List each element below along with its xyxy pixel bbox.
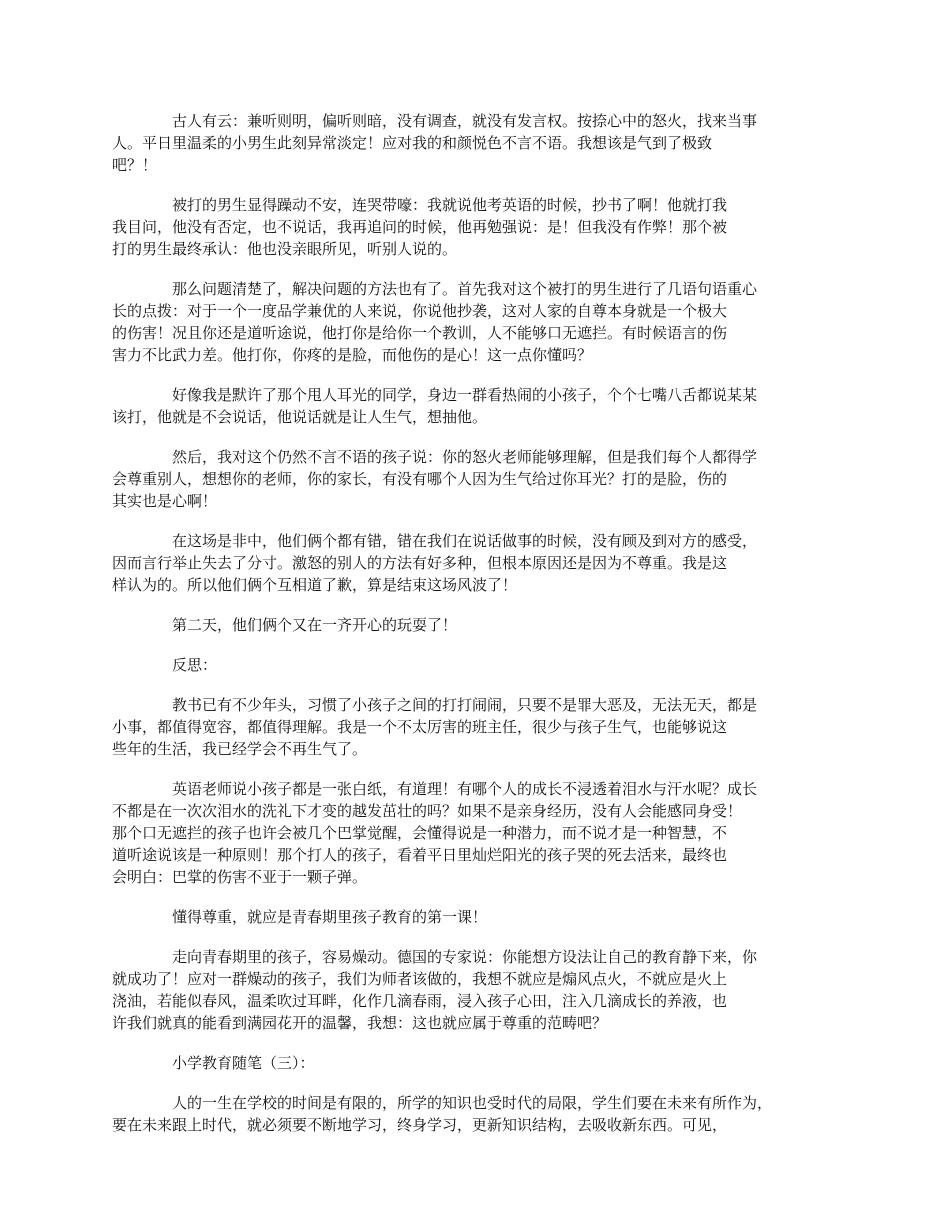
- paragraph: [112, 694, 814, 760]
- text-line: 许我们就真的能看到满园花开的温馨，我想：这也就应属于尊重的范畴吧？: [112, 1014, 608, 1032]
- text-line: 小事，都值得宽容，都值得理解。我是一个不太厉害的班主任，很少与孩子生气，也能够说这: [112, 718, 728, 736]
- text-line: 人。平日里温柔的小男生此刻异常淡定！应对我的和颜悦色不言不语。我想该是气到了极致: [112, 134, 713, 152]
- paragraph: [142, 1052, 814, 1074]
- text-line: 道听途说该是一种原则！那个打人的孩子，看着平日里灿烂阳光的孩子哭的死去活来，最终也: [112, 846, 728, 864]
- text-line: 教书已有不少年头，习惯了小孩子之间的打打闹闹，只要不是罪大恶及，无法无天，都是: [172, 696, 758, 714]
- text-line: 被打的男生显得躁动不安，连哭带嚎：我就说他考英语的时候，抄书了啊！他就打我: [172, 196, 728, 214]
- text-line: 吧？！: [112, 156, 158, 174]
- text-line: 人的一生在学校的时间是有限的，所学的知识也受时代的局限，学生们要在未来有所作为，: [172, 1094, 773, 1112]
- paragraph: [112, 194, 814, 260]
- paragraph: [112, 110, 814, 176]
- paragraph: [142, 906, 814, 928]
- paragraph: [112, 778, 814, 888]
- text-line: 古人有云：兼听则明，偏听则暗，没有调查，就没有发言权。按捺心中的怒火，找来当事: [172, 112, 758, 130]
- text-line: 反思：: [172, 656, 218, 674]
- text-line: 会明白：巴掌的伤害不亚于一颗子弹。: [112, 868, 368, 886]
- text-line: 其实也是心啊！: [112, 492, 218, 510]
- paragraph: [112, 530, 814, 596]
- paragraph: [112, 446, 814, 512]
- text-line: 懂得尊重，就应是青春期里孩子教育的第一课！: [172, 908, 488, 926]
- text-line: 样认为的。所以他们俩个互相道了歉，算是结束这场风波了！: [112, 576, 518, 594]
- text-line: 那个口无遮拦的孩子也许会被几个巴掌觉醒，会懂得说是一种潜力，而不说才是一种智慧，不: [112, 824, 728, 842]
- text-line: 好像我是默许了那个甩人耳光的同学，身边一群看热闹的小孩子，个个七嘴八舌都说某某: [172, 386, 758, 404]
- text-line: 害力不比武力差。他打你，你疼的是脸，而他伤的是心！这一点你懂吗？: [112, 346, 593, 364]
- text-line: 的伤害！况且你还是道听途说，他打你是给你一个教训，人不能够口无遮拦。有时候语言的伤: [112, 324, 728, 342]
- text-line: 要在未来跟上时代，就必须要不断地学习，终身学习，更新知识结构，去吸收新东西。可见，: [112, 1116, 728, 1134]
- text-line: 打的男生最终承认：他也没亲眼所见，听别人说的。: [112, 240, 458, 258]
- paragraph: [112, 946, 814, 1034]
- text-line: 些年的生活，我已经学会不再生气了。: [112, 740, 368, 758]
- text-line: 长的点拨：对于一个一度品学兼优的人来说，你说他抄袭，这对人家的自尊本身就是一个极大: [112, 302, 728, 320]
- text-line: 第二天，他们俩个又在一齐开心的玩耍了！: [172, 616, 458, 634]
- text-line: 会尊重别人，想想你的老师，你的家长，有没有哪个人因为生气给过你耳光？打的是脸，伤的: [112, 470, 728, 488]
- text-line: 该打，他就是不会说话，他说话就是让人生气，想抽他。: [112, 408, 488, 426]
- text-line: 那么问题清楚了，解决问题的方法也有了。首先我对这个被打的男生进行了几语句语重心: [172, 280, 758, 298]
- text-line: 在这场是非中，他们俩个都有错，错在我们在说话做事的时候，没有顾及到对方的感受，: [172, 532, 758, 550]
- paragraph: [112, 278, 814, 366]
- text-line: 就成功了！应对一群燥动的孩子，我们为师者该做的，我想不就应是煽风点火，不就应是火上: [112, 970, 728, 988]
- paragraph: [112, 1092, 814, 1136]
- text-line: 因而言行举止失去了分寸。激怒的别人的方法有好多种，但根本原因还是因为不尊重。我是这: [112, 554, 728, 572]
- text-line: 浇油，若能似春风，温柔吹过耳畔，化作几滴春雨，浸入孩子心田，注入几滴成长的养液，也: [112, 992, 728, 1010]
- paragraph: [112, 384, 814, 428]
- document-body: [112, 110, 814, 1154]
- paragraph: [142, 614, 814, 636]
- text-line: 英语老师说小孩子都是一张白纸，有道理！有哪个人的成长不浸透着泪水与汗水呢？成长: [172, 780, 758, 798]
- text-line: 然后，我对这个仍然不言不语的孩子说：你的怒火老师能够理解，但是我们每个人都得学: [172, 448, 758, 466]
- text-line: 我目问，他没有否定，也不说话，我再追问的时候，他再勉强说：是！但我没有作弊！那个被: [112, 218, 728, 236]
- paragraph: [142, 654, 814, 676]
- text-line: 不都是在一次次泪水的洗礼下才变的越发茁壮的吗？如果不是亲身经历，没有人会能感同身受！: [112, 802, 743, 820]
- text-line: 走向青春期里的孩子，容易燥动。德国的专家说：你能想方设法让自己的教育静下来，你: [172, 948, 758, 966]
- text-line: 小学教育随笔（三）：: [172, 1054, 315, 1072]
